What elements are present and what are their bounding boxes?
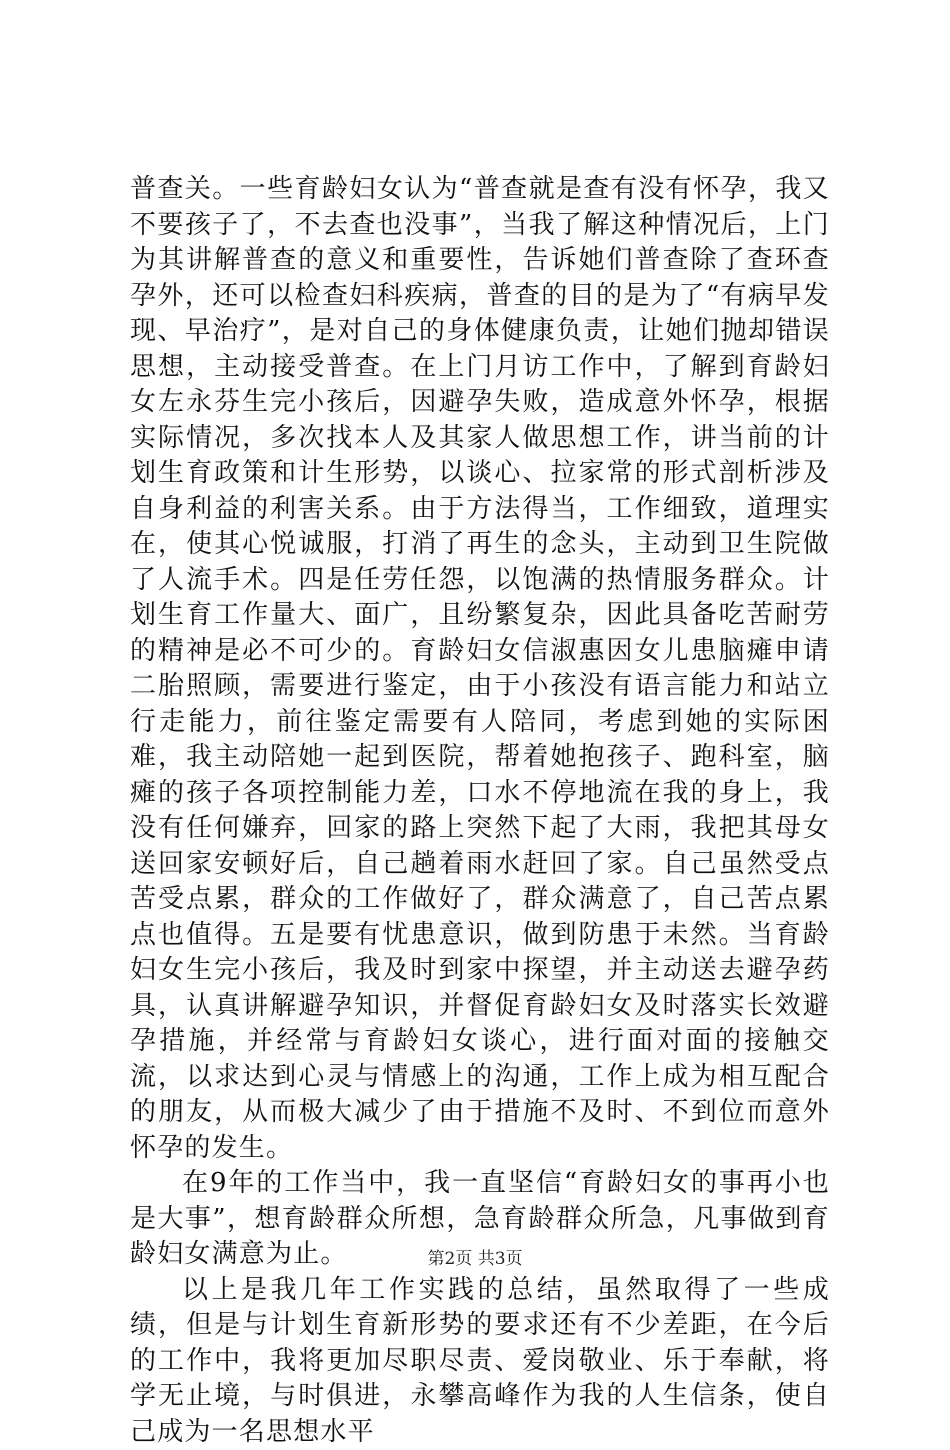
paragraph-2: 在9年的工作当中，我一直坚信“育龄妇女的事再小也是大事”，想育龄群众所想，急育龄群众所急，凡事做到育龄妇女满意为止。 xyxy=(130,1166,830,1273)
paragraph-1: 普查关。一些育龄妇女认为“普查就是查有没有怀孕，我又不要孩子了，不去查也没事”，当我了解这种情况后，上门为其讲解普查的意义和重要性，告诉她们普查除了查环查孕外，还可以检查妇科疾病，普查的目的是为了“有病早发现、早治疗”，是对自己的身体健康负责，让她们抛却错误思想，主动接受普查。在上门月访工作中，了解到育龄妇女左永芬生完小孩后，因避孕失败，造成意外怀孕，根据实际情况，多次找本人及其家人做思想工作，讲当前的计划生育政策和计生形势，以谈心、拉家常的形式剖析涉及自身利益的利害关系。由于方法得当，工作细致，道理实在，使其心悦诚服，打消了再生的念头，主动到卫生院做了人流手术。四是任劳任怨，以饱满的热情服务群众。计划生育工作量大、面广，且纷繁复杂，因此具备吃苦耐劳的精神是必不可少的。育龄妇女信淑惠因女儿患脑瘫申请二胎照顾，需要进行鉴定，由于小孩没有语言能力和站立行走能力，前往鉴定需要有人陪同，考虑到她的实际困难，我主动陪她一起到医院，帮着她抱孩子、跑科室，脑瘫的孩子各项控制能力差，口水不停地流在我的身上，我没有任何嫌弃，回家的路上突然下起了大雨，我把其母女送回家安顿好后，自己趟着雨水赶回了家。自己虽然受点苦受点累，群众的工作做好了，群众满意了，自己苦点累点也值得。五是要有忧患意识，做到防患于未然。当育龄妇女生完小孩后，我及时到家中探望，并主动送去避孕药具，认真讲解避孕知识，并督促育龄妇女及时落实长效避孕措施，并经常与育龄妇女谈心，进行面对面的接触交流，以求达到心灵与情感上的沟通，工作上成为相互配合的朋友，从而极大减少了由于措施不及时、不到位而意外怀孕的发生。 xyxy=(130,172,830,1166)
page-footer: 第2页 共3页 xyxy=(0,1244,950,1269)
paragraph-3: 以上是我几年工作实践的总结，虽然取得了一些成绩，但是与计划生育新形势的要求还有不少差距，在今后的工作中，我将更加尽职尽责、爱岗敬业、乐于奉献，将学无止境，与时俱进，永攀高峰作为我的人生信条，使自己成为一名思想水平 xyxy=(130,1273,830,1450)
